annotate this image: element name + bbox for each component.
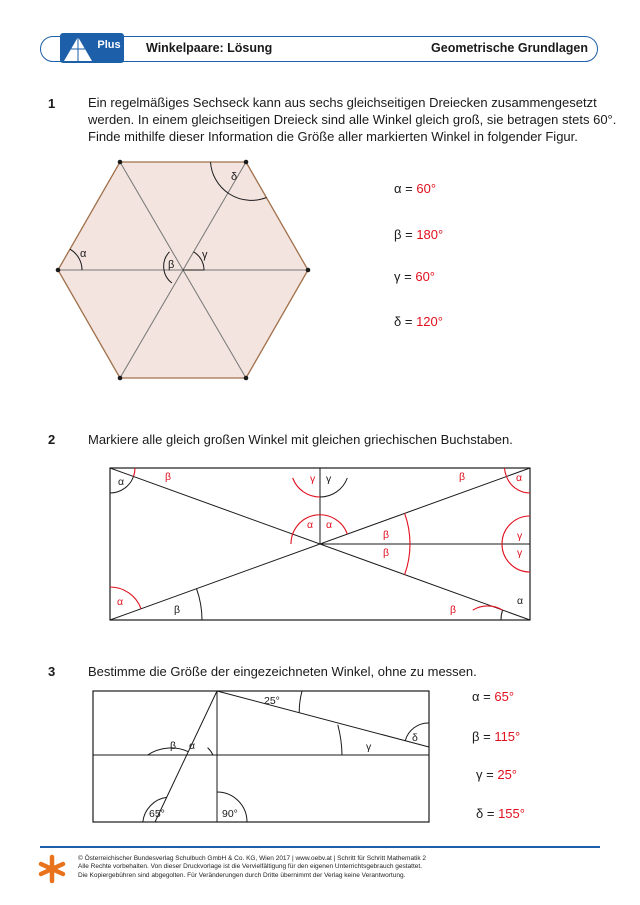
footer-text <box>78 855 426 880</box>
hexagon-figure <box>40 150 330 390</box>
task1-text <box>88 94 616 145</box>
task3-answer-gamma: γ = 25° <box>476 767 518 782</box>
page-subtitle: Geometrische Grundlagen <box>431 41 588 55</box>
task1-answer-beta: β = 180° <box>394 227 444 242</box>
page-title: Winkelpaare: Lösung <box>146 41 273 55</box>
task2-text: Markiere alle gleich großen Winkel mit gleichen griechischen Buchstaben. <box>88 432 513 447</box>
beta-label: β <box>168 259 175 271</box>
task1-answer-gamma: γ = 60° <box>394 269 436 284</box>
task1-answer-alpha: α = 60° <box>394 181 437 196</box>
task3-answer-delta: δ = 155° <box>476 806 525 821</box>
alpha-label: α <box>80 248 87 260</box>
alpha-label: α <box>189 740 196 752</box>
beta-label: β <box>170 740 177 752</box>
beta-label: β <box>450 604 457 616</box>
beta-label: β <box>383 547 390 559</box>
gamma-label: γ <box>326 473 332 485</box>
task1-number: 1 <box>48 96 56 111</box>
angle-25-label: 25° <box>264 695 280 707</box>
task1-line: werden. In einem gleichseitigen Dreieck sind alle Winkel gleich groß, sie betragen stets 60°. <box>88 112 617 127</box>
beta-label: β <box>383 529 390 541</box>
alpha-label: α <box>118 476 125 488</box>
gamma-label: γ <box>202 249 208 261</box>
task3-answer-beta: β = 115° <box>472 729 521 744</box>
alpha-label: α <box>516 472 523 484</box>
delta-label: δ <box>412 732 418 744</box>
parallel-lines-figure <box>90 685 440 830</box>
task3-text: Bestimme die Größe der eingezeichneten Winkel, ohne zu messen. <box>88 664 477 679</box>
footer-divider <box>40 846 600 848</box>
task1-answer-delta: δ = 120° <box>394 314 443 329</box>
alpha-label: α <box>326 519 333 531</box>
task2-number: 2 <box>48 432 56 447</box>
angle-65-label: 65° <box>149 808 165 820</box>
task3-answer-alpha: α = 65° <box>472 689 515 704</box>
gamma-label: γ <box>517 530 523 542</box>
footer-line: © Österreichischer Bundesverlag Schulbuch GmbH & Co. KG, Wien 2017 | www.oebv.at | Schritt für Schritt Mathematik 2 <box>78 855 426 862</box>
alpha-label: α <box>307 519 314 531</box>
footer-line: Alle Rechte vorbehalten. Von dieser Druckvorlage ist die Vervielfältigung für den eigenen Unterrichtsgebrauch gestattet. <box>78 863 422 871</box>
plus-logo <box>56 31 128 65</box>
beta-label: β <box>459 471 466 483</box>
gamma-label: γ <box>517 547 523 559</box>
alpha-label: α <box>517 595 524 607</box>
task1-line: Finde mithilfe dieser Information die Größe aller markierten Winkel in folgender Figur. <box>88 129 578 144</box>
delta-label: δ <box>231 171 238 183</box>
gamma-label: γ <box>310 473 316 485</box>
beta-label: β <box>174 604 181 616</box>
angle-90-label: 90° <box>222 808 238 820</box>
task3-number: 3 <box>48 664 56 679</box>
beta-label: β <box>165 471 172 483</box>
gamma-label: γ <box>366 741 372 753</box>
rectangle-figure <box>100 460 540 630</box>
logo-text: Plus <box>97 39 121 51</box>
task1-line: Ein regelmäßiges Sechseck kann aus sechs gleichseitigen Dreiecken zusammengesetzt <box>88 95 597 110</box>
footer-line: Die Kopiergebühren sind abgegolten. Für Veränderungen durch Dritte übernimmt der Verlag keine Verantwortung. <box>78 871 406 879</box>
publisher-logo-icon <box>38 854 66 884</box>
alpha-label: α <box>117 596 124 608</box>
